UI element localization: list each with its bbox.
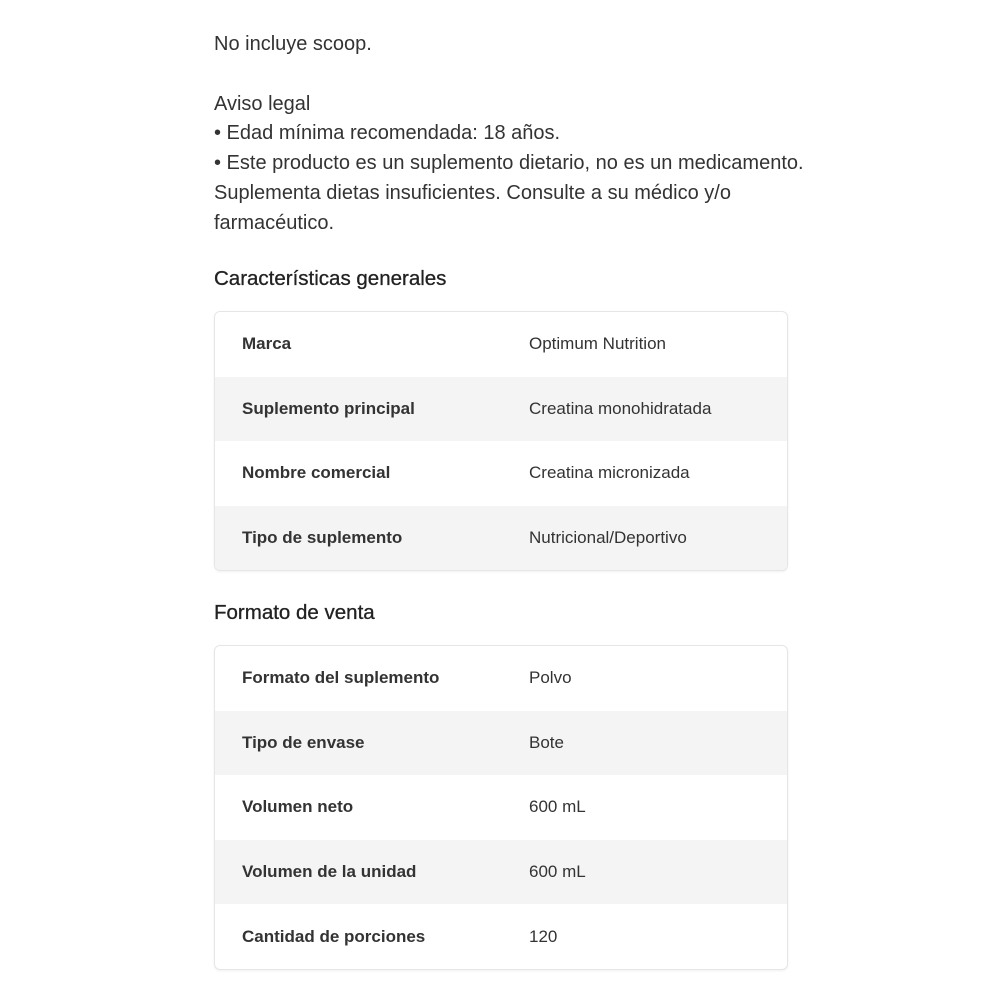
spec-label: Volumen de la unidad xyxy=(242,862,417,882)
spec-value: 600 mL xyxy=(529,862,586,882)
legal-item: • Este producto es un suplemento dietario, no es un medicamento. Suplementa dietas insuficientes. Consulte a su médico y/o farmacéutico. xyxy=(214,152,804,234)
table-row xyxy=(215,775,787,840)
product-description xyxy=(214,30,804,239)
spec-value: Creatina micronizada xyxy=(529,463,690,483)
spec-value: 120 xyxy=(529,926,558,946)
table-row xyxy=(215,840,787,905)
spec-value: Bote xyxy=(529,732,564,752)
table-row xyxy=(215,312,787,377)
sale-format-table xyxy=(214,645,788,970)
spec-value: Optimum Nutrition xyxy=(529,334,666,354)
spec-label: Formato del suplemento xyxy=(242,668,440,688)
spec-label: Volumen neto xyxy=(242,797,354,817)
table-row xyxy=(215,646,787,711)
table-row xyxy=(215,711,787,776)
spec-label: Cantidad de porciones xyxy=(242,926,426,946)
table-row xyxy=(215,377,787,442)
spec-label: Suplemento principal xyxy=(242,398,415,418)
sale-format-title: Formato de venta xyxy=(214,601,375,624)
general-specs-table xyxy=(214,311,788,571)
spec-value: Creatina monohidratada xyxy=(529,398,712,418)
table-row xyxy=(215,506,787,571)
spec-label: Nombre comercial xyxy=(242,463,391,483)
legal-item: • Edad mínima recomendada: 18 años. xyxy=(214,122,561,145)
no-scoop-note: No incluye scoop. xyxy=(214,33,372,55)
spec-label: Tipo de envase xyxy=(242,732,365,752)
table-row xyxy=(215,441,787,506)
legal-title: Aviso legal xyxy=(214,92,311,115)
table-row xyxy=(215,904,787,969)
spec-value: Nutricional/Deportivo xyxy=(529,528,687,548)
general-specs-title: Características generales xyxy=(214,267,447,290)
spec-value: Polvo xyxy=(529,668,572,688)
spec-label: Tipo de suplemento xyxy=(242,528,403,548)
spec-value: 600 mL xyxy=(529,797,586,817)
spec-label: Marca xyxy=(242,334,292,354)
